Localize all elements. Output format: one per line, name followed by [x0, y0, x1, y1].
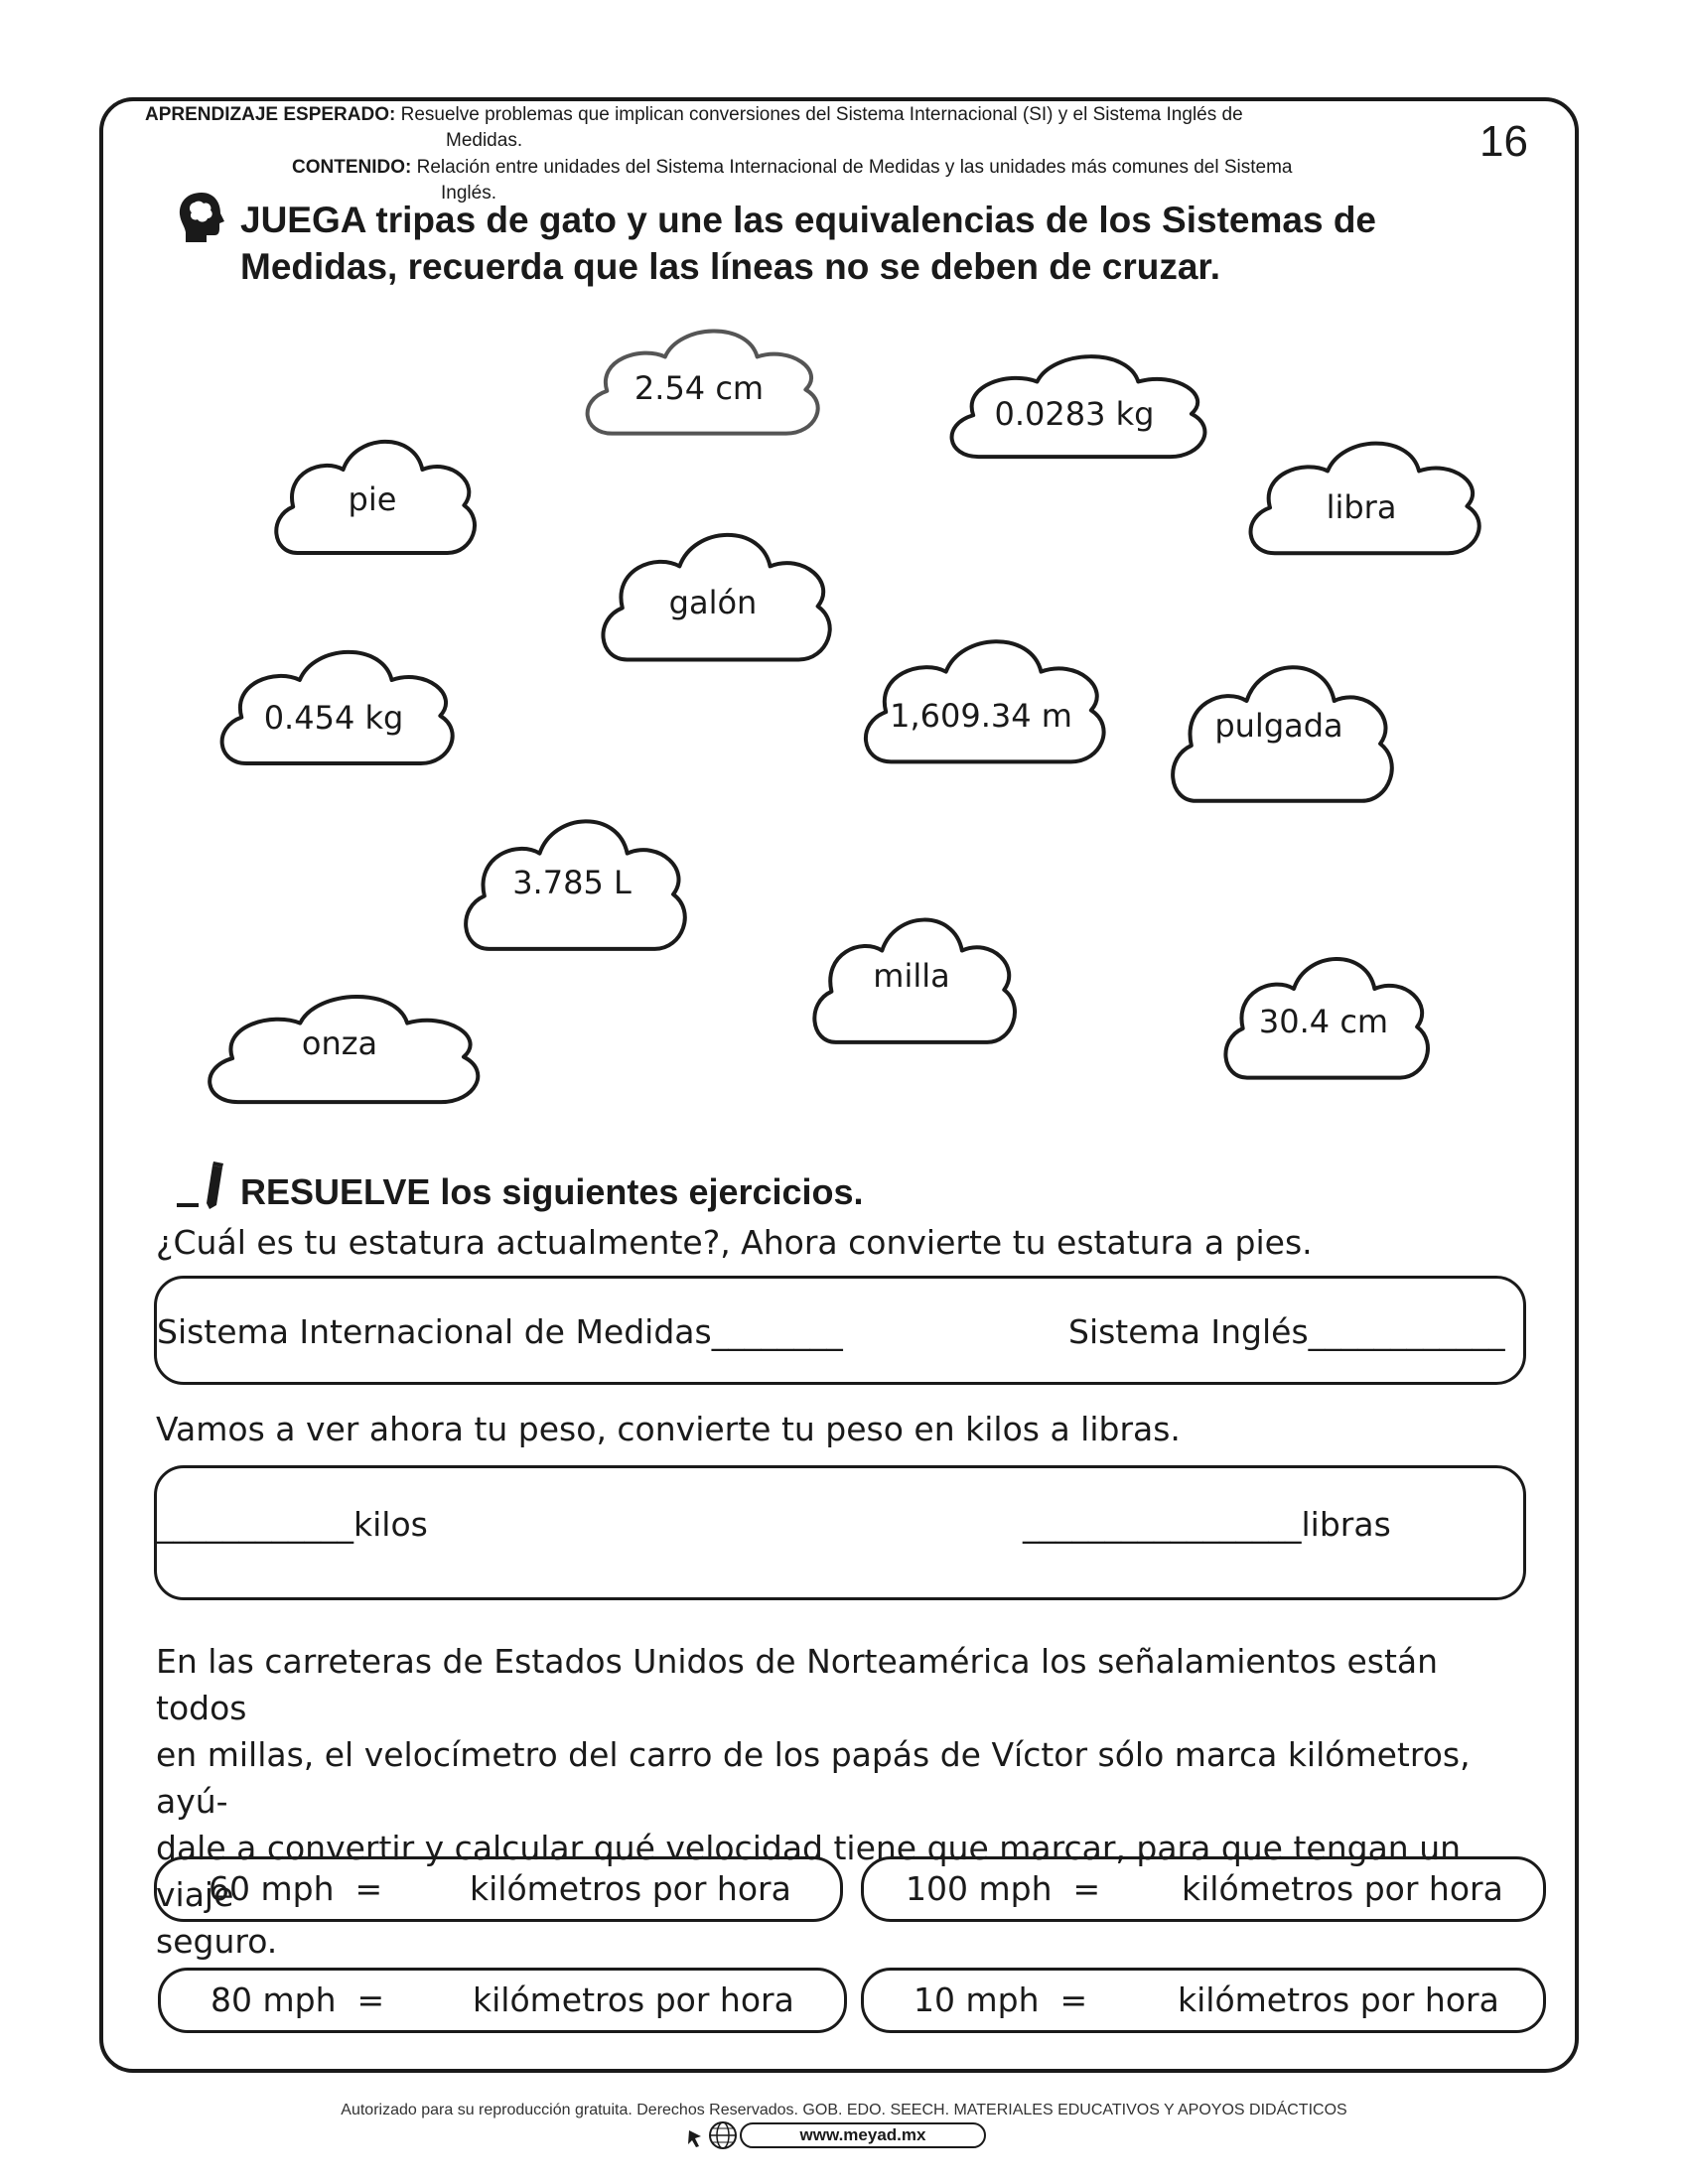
cloud-bubble[interactable] [212, 635, 455, 784]
english-height-blank[interactable]: Sistema Inglés____________ [1068, 1312, 1505, 1351]
aprendizaje-line-2: Medidas. [446, 130, 523, 151]
cloud-bubble[interactable] [806, 901, 1017, 1065]
globe-cursor-icon [687, 2118, 739, 2152]
cloud-bubble[interactable] [199, 981, 481, 1122]
cloud-bubble[interactable] [941, 341, 1207, 476]
cloud-bubble[interactable] [457, 802, 687, 973]
speed-box-60[interactable]: 60 mph = kilómetros por hora [154, 1856, 843, 1922]
cloud-label: 30.4 cm [1258, 1003, 1389, 1040]
si-height-blank[interactable]: Sistema Internacional de Medidas________ [157, 1312, 843, 1351]
cloud-bubble[interactable] [268, 425, 477, 574]
cloud-bubble[interactable] [856, 623, 1106, 784]
aprendizaje-line: APRENDIZAJE ESPERADO: Resuelve problemas que implican conversiones del Sistema Internacional (SI) y el Sistema Inglés de [145, 104, 1243, 125]
cloud-bubble[interactable] [1217, 941, 1430, 1100]
cloud-label: 2.54 cm [633, 369, 765, 407]
cloud-label: pie [348, 480, 397, 518]
question-weight: Vamos a ver ahora tu peso, convierte tu peso en kilos a libras. [156, 1410, 1181, 1448]
cloud-label: 3.785 L [512, 864, 632, 901]
contenido-line-2: Inglés. [441, 183, 496, 204]
page-number: 16 [1479, 117, 1528, 166]
cloud-label: libra [1326, 488, 1397, 526]
contenido-line: CONTENIDO: Relación entre unidades del Sistema Internacional de Medidas y las unidades más comunes del Sistema [292, 157, 1293, 178]
website-link[interactable]: www.meyad.mx [740, 2122, 986, 2148]
question-height: ¿Cuál es tu estatura actualmente?, Ahora convierte tu estatura a pies. [156, 1223, 1313, 1262]
speed-paragraph: En las carreteras de Estados Unidos de Norteamérica los señalamientos están todos en millas, el velocímetro del carro de los papás de Víctor sólo marca kilómetros, ayú- dale a convertir y calcular qué velocidad tiene que marcar, para que tengan un viaje seguro. [156, 1642, 1471, 1961]
activity1-title: JUEGA tripas de gato y une las equivalencias de los Sistemas de Medidas, recuerda que las líneas no se deben de cruzar. [240, 200, 1377, 287]
cloud-label: milla [873, 957, 950, 995]
cloud-label: 0.0283 kg [994, 395, 1155, 433]
cloud-label: pulgada [1214, 707, 1343, 745]
speed-box-10[interactable]: 10 mph = kilómetros por hora [861, 1968, 1546, 2033]
libras-blank[interactable]: _________________libras [1023, 1505, 1391, 1544]
cloud-bubble[interactable] [578, 316, 820, 453]
cloud-label: onza [301, 1024, 378, 1062]
cloud-label: galón [668, 584, 758, 621]
cloud-bubble[interactable] [1164, 647, 1394, 826]
speed-box-100[interactable]: 100 mph = kilómetros por hora [861, 1856, 1546, 1922]
pencil-icon [177, 1160, 236, 1211]
cloud-label: 0.454 kg [263, 699, 404, 737]
cloud-bubble[interactable] [594, 516, 832, 683]
head-brain-icon [177, 191, 226, 244]
cloud-bubble[interactable] [1241, 427, 1481, 574]
cloud-label: 1,609.34 m [890, 697, 1072, 735]
activity2-title: RESUELVE los siguientes ejercicios. [240, 1171, 864, 1212]
speed-box-80[interactable]: 80 mph = kilómetros por hora [158, 1968, 847, 2033]
footer-notice: Autorizado para su reproducción gratuita. Derechos Reservados. GOB. EDO. SEECH. MATERIALES EDUCATIVOS Y APOYOS DIDÁCTICOS [341, 2102, 1347, 2118]
kilos-blank[interactable]: ____________kilos [157, 1505, 428, 1544]
